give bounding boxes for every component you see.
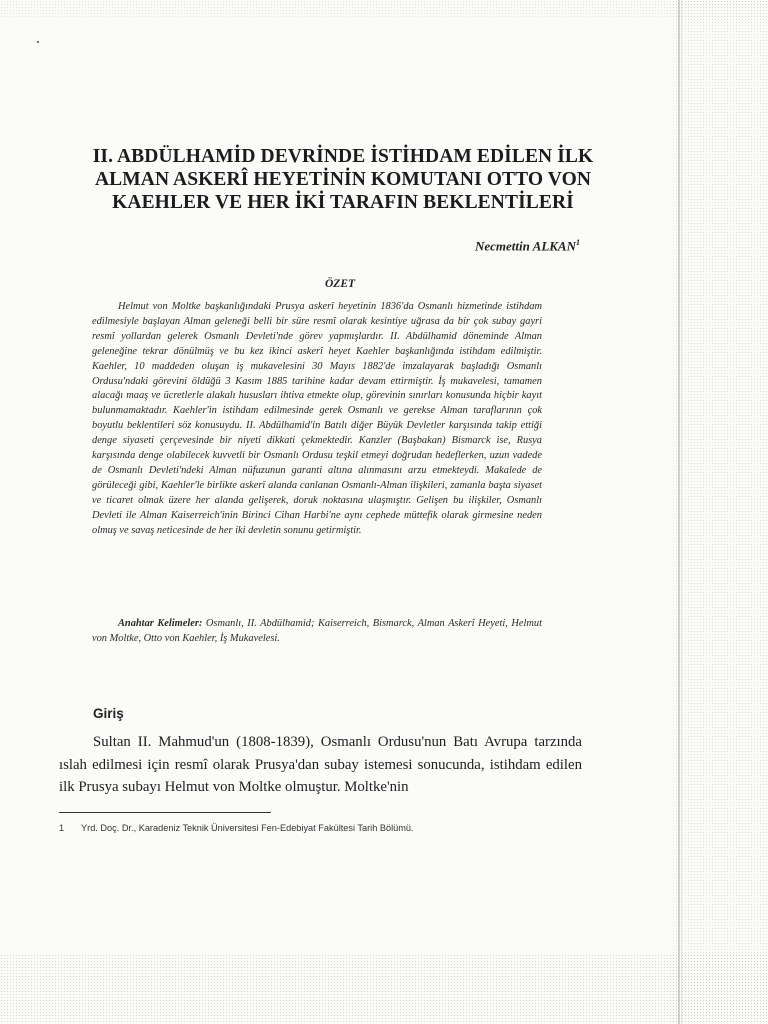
scan-noise-right — [672, 0, 768, 1024]
footnote — [59, 823, 579, 833]
title-line: ALMAN ASKERÎ HEYETİNİN KOMUTANI OTTO VON — [94, 169, 592, 190]
footnote-rule — [59, 812, 271, 813]
article-title — [58, 145, 628, 214]
keywords — [92, 617, 542, 647]
page-edge-line — [681, 0, 682, 1024]
author-footnote-marker: 1 — [576, 238, 580, 247]
page-edge-line — [679, 0, 680, 1024]
section-heading: Giriş — [93, 706, 124, 721]
author — [440, 238, 580, 254]
keywords-text: Osmanlı, II. Abdülhamid; Kaiserreich, Bismarck, Alman Askerî Heyeti, Helmut von Moltke, Otto von Kaehler, İş Mukavelesi. — [92, 618, 543, 644]
title-line: II. ABDÜLHAMİD DEVRİNDE İSTİHDAM EDİLEN İLK — [92, 146, 594, 167]
footnote-marker: 1 — [59, 823, 65, 833]
title-line: KAEHLER VE HER İKİ TARAFIN BEKLENTİLERİ — [112, 192, 574, 213]
scan-speck — [37, 41, 39, 43]
author-name: Necmettin ALKAN — [475, 238, 576, 254]
footnote-text: Yrd. Doç. Dr., Karadeniz Teknik Üniversitesi Fen-Edebiyat Fakültesi Tarih Bölümü. — [81, 823, 414, 833]
abstract-heading: ÖZET — [324, 278, 356, 290]
keywords-label: Anahtar Kelimeler: — [118, 618, 203, 629]
section-body-text: Sultan II. Mahmud'un (1808-1839), Osmanlı Ordusu'nun Batı Avrupa tarzında ıslah edilmesi için resmî olarak Prusya'dan subay istemesi sonucunda, istihdam edilen ilk Prusya subayı Helmut von Moltke olmuştur. Moltke'nin — [59, 734, 582, 795]
scan-noise-top — [0, 0, 768, 18]
scan-noise-bottom — [0, 954, 768, 1024]
abstract-text: Helmut von Moltke başkanlığındaki Prusya askerî heyetinin 1836'da Osmanlı hizmetinde istihdam edilmesiyle başlayan Alman geleneği belli bir süre resmî olarak kesintiye uğrasa da bir çok subay gayri resmî yollardan gelerek Osmanlı Devleti'nde görev yapmışlardır. II. Abdülhamid döneminde Alman geleneğine tekrar dönülmüş ve bu kez ikinci askerî heyet Kaehler başkanlığında istihdam edilmiştir. Kaehler, 10 maddeden oluşan iş mukavelesini 30 Mayıs 1882'de imzalayarak başladığı Osmanlı Ordusu'ndaki görevini öldüğü 3 Kasım 1885 tarihine kadar devam ettirmiştir. İş mukavelesi, tamamen alacağı maaş ve ücretlerle alakalı hususları ihtiva etmekte olup, görevinin sınırları konusunda hiçbir kayıt bulunmamaktadır. Kaehler'in istihdam edilmesinde gerek Osmanlı ve gerekse Alman taraflarının çok boyutlu beklentileri söz konusuydu. II. Abdülhamid'in Batılı diğer Büyük Devletler karşısında takip ettiği denge siyaseti çerçevesinde bir niyeti dikkati çekmektedir. Kanzler (Başbakan) Bismarck ise, Rusya karşısında denge olabilecek kuvvetli bir Osmanlı Ordusu teşkil etmeyi doğrudan hedeflerken, uzun vadede de Osmanlı Devleti'ndeki Alman nüfuzunun garanti altına alınmasını arzu etmekteydi. Makalede de görüleceği gibi, Kaehler'le birlikte askerî alanda canlanan Osmanlı-Alman ilişkileri, zamanla başta siyaset ve ticaret olmak üzere her alanda gelişerek, doruk noktasına ulaşmıştır. Gelişen bu ilişkiler, Osmanlı Devleti ile Alman Kaiserreich'inin Birinci Cihan Harbi'ne aynı cephede müttefik olarak girmesine neden olmuş ve savaş neticesinde de her iki devletin sonunu getirmiştir. — [92, 301, 542, 536]
page-edge-line — [678, 0, 679, 1024]
